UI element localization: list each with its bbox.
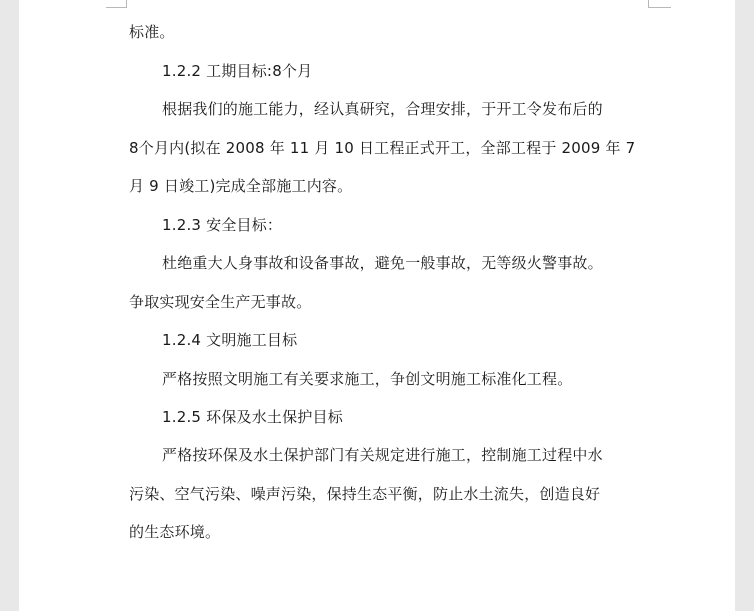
section-heading-duration: 1.2.2 工期目标:8个月: [162, 62, 313, 80]
text-line: 严格按环保及水土保护部门有关规定进行施工，控制施工过程中水: [162, 446, 603, 464]
text-line: 标准。: [129, 23, 175, 41]
section-heading-environment: 1.2.5 环保及水土保护目标: [162, 408, 343, 426]
text-line: 8个月内(拟在 2008 年 11 月 10 日工程正式开工，全部工程于 2009 年 7: [129, 139, 636, 157]
text-line: 的生态环境。: [129, 523, 221, 541]
text-line: 根据我们的施工能力，经认真研究，合理安排，于开工令发布后的: [162, 100, 603, 118]
text-line: 月 9 日竣工)完成全部施工内容。: [129, 177, 353, 195]
section-heading-safety: 1.2.3 安全目标：: [162, 216, 283, 234]
crop-mark-left: [106, 0, 127, 8]
text-line: 污染、空气污染、噪声污染，保持生态平衡，防止水土流失，创造良好: [129, 485, 601, 503]
text-line: 争取实现安全生产无事故。: [129, 293, 312, 311]
text-line: 严格按照文明施工有关要求施工，争创文明施工标准化工程。: [162, 370, 573, 388]
section-heading-civilized-construction: 1.2.4 文明施工目标: [162, 331, 298, 349]
document-page: [19, 0, 735, 611]
text-line: 杜绝重大人身事故和设备事故，避免一般事故，无等级火警事故。: [162, 254, 603, 272]
crop-mark-right: [648, 0, 671, 8]
